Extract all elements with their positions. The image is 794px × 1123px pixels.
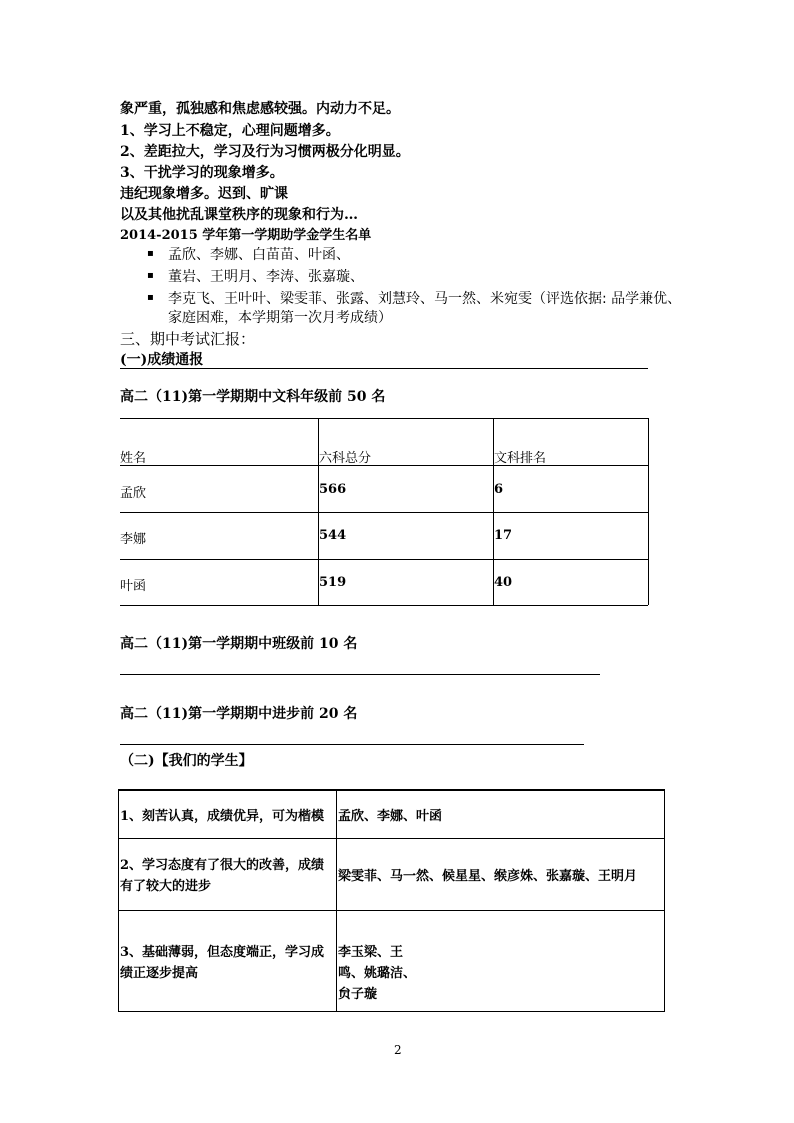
top10-caption: 高二（11)第一学期期中班级前 10 名 xyxy=(120,636,358,652)
table-row-total: 544 xyxy=(319,528,347,543)
bullet-icon: ▪ xyxy=(147,270,154,281)
student-names-3: 李玉梁、王鸣、姚璐洁、贠子璇 xyxy=(338,945,417,1002)
student-names-1: 孟欣、李娜、叶函 xyxy=(338,809,443,824)
table1-header-total: 六科总分 xyxy=(319,451,372,466)
table-row-total: 519 xyxy=(319,575,347,590)
table-row-rank: 40 xyxy=(494,575,513,590)
progress20-caption: 高二（11)第一学期期中进步前 20 名 xyxy=(120,706,358,722)
table-row-name: 孟欣 xyxy=(120,486,147,501)
page-number: 2 xyxy=(394,1043,402,1057)
intro-line-4: 3、干扰学习的现象增多。 xyxy=(120,165,284,181)
scholarship-item-4: 家庭困难，本学期第一次月考成绩） xyxy=(168,310,392,326)
table1-caption: 高二（11)第一学期期中文科年级前 50 名 xyxy=(120,389,386,405)
bullet-icon: ▪ xyxy=(147,248,154,259)
table-row-name: 叶函 xyxy=(120,579,147,594)
subsection-results: (一)成绩通报 xyxy=(120,352,204,368)
student-category-3: 3、基础薄弱，但态度端正，学习成绩正逐步提高 xyxy=(120,945,325,981)
scholarship-title: 2014-2015 学年第一学期助学金学生名单 xyxy=(120,228,372,243)
scholarship-item-2: 董岩、王明月、李涛、张嘉璇、 xyxy=(168,269,364,285)
intro-line-1: 象严重，孤独感和焦虑感较强。内动力不足。 xyxy=(120,101,400,117)
table-row-total: 566 xyxy=(319,482,347,497)
section-heading: 三、期中考试汇报： xyxy=(120,330,256,348)
table1-header-rank: 文科排名 xyxy=(494,451,547,466)
student-names-2: 梁雯菲、马一然、候星星、缑彦姝、张嘉璇、王明月 xyxy=(338,869,638,884)
intro-line-3: 2、差距拉大，学习及行为习惯两极分化明显。 xyxy=(120,144,410,160)
table1-header-name: 姓名 xyxy=(120,451,147,466)
bullet-icon: ▪ xyxy=(147,292,154,303)
scholarship-item-3: 李克飞、王叶叶、梁雯菲、张露、刘慧玲、马一然、米宛雯（评选依据: 品学兼优、 xyxy=(168,291,682,307)
scholarship-item-1: 孟欣、李娜、白苗苗、叶函、 xyxy=(168,247,350,263)
student-category-1: 1、刻苦认真，成绩优异，可为楷模 xyxy=(120,809,325,824)
intro-line-2: 1、学习上不稳定，心理问题增多。 xyxy=(120,123,340,139)
intro-line-6: 以及其他扰乱课堂秩序的现象和行为… xyxy=(120,207,358,223)
table-row-rank: 17 xyxy=(494,528,513,543)
table-row-name: 李娜 xyxy=(120,532,147,547)
intro-line-5: 违纪现象增多。迟到、旷课 xyxy=(120,186,288,202)
student-category-2: 2、学习态度有了很大的改善，成绩有了较大的进步 xyxy=(120,858,325,894)
subsection-students: （二)【我们的学生】 xyxy=(120,753,253,769)
table-row-rank: 6 xyxy=(494,482,504,497)
